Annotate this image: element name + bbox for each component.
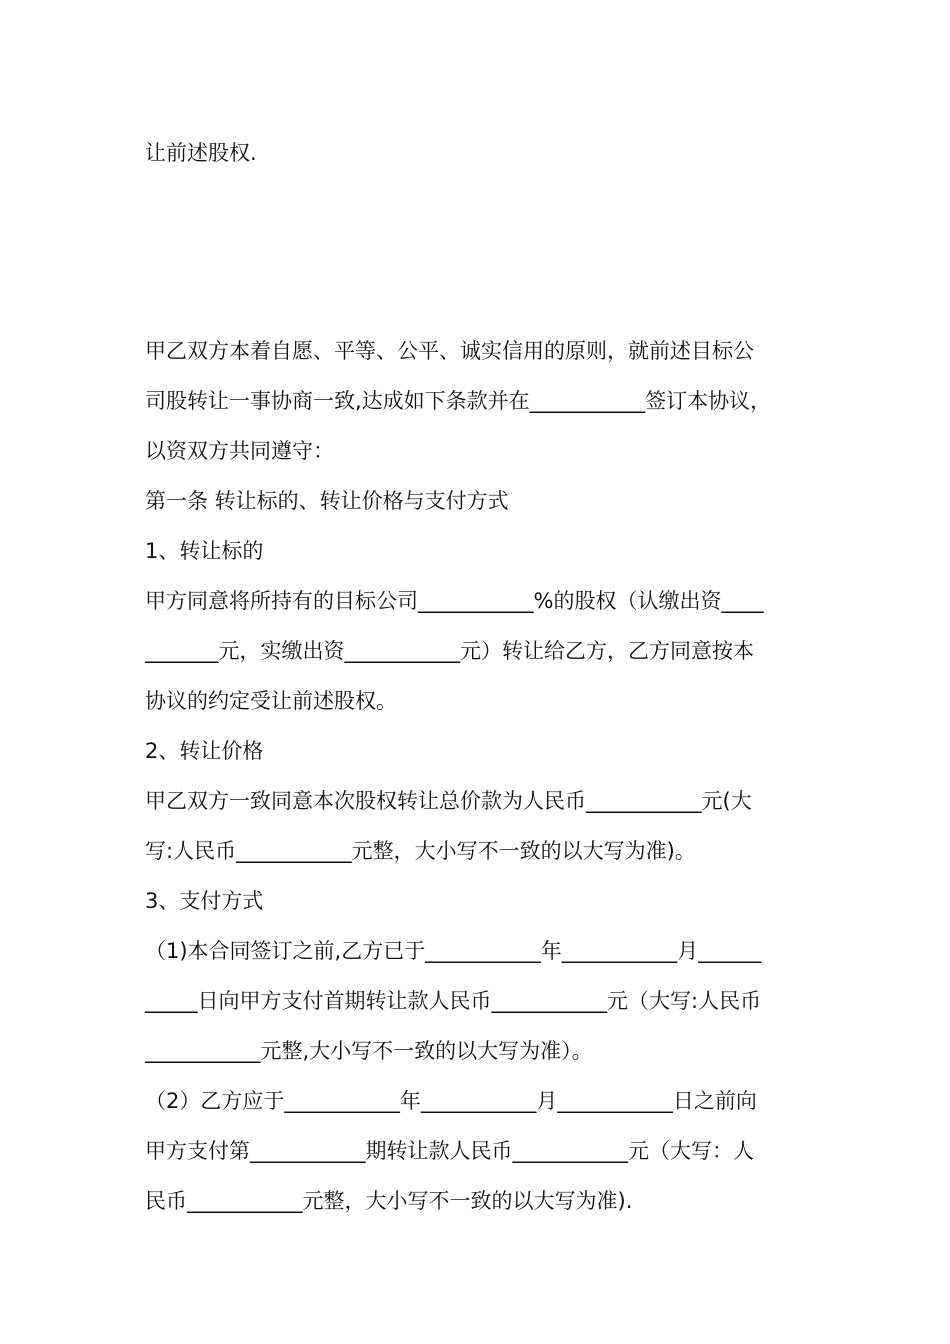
text-line: 民币___________元整，大小写不一致的以大写为准). <box>145 1189 633 1213</box>
text-line: _______元，实缴出资___________元）转让给乙方，乙方同意按本 <box>145 639 754 663</box>
text-line: _____日向甲方支付首期转让款人民币___________元（大写:人民币 <box>145 989 762 1013</box>
text-line: 协议的约定受让前述股权。 <box>145 689 397 713</box>
text-line: ___________元整,大小写不一致的以大写为准）。 <box>145 1039 593 1063</box>
text-line: 写:人民币___________元整，大小写不一致的以大写为准)。 <box>145 839 696 863</box>
subsection-heading: 2、转让价格 <box>145 739 264 763</box>
text-line: （2）乙方应于___________年___________月___________日之前向 <box>145 1089 757 1113</box>
section-heading: 第一条 转让标的、转让价格与支付方式 <box>145 489 509 513</box>
text-line: 甲方支付第___________期转让款人民币___________元（大写：人 <box>145 1139 754 1163</box>
text-line: 让前述股权. <box>145 141 257 165</box>
text-line: 甲方同意将所持有的目标公司___________%的股权（认缴出资____ <box>145 589 764 613</box>
text-line: 甲乙双方一致同意本次股权转让总价款为人民币___________元(大 <box>145 789 752 813</box>
text-line: （1)本合同签订之前,乙方已于___________年___________月______ <box>145 939 762 963</box>
text-line: 司股转让一事协商一致,达成如下条款并在___________签订本协议， <box>145 389 772 413</box>
text-line: 以资双方共同遵守： <box>145 439 334 463</box>
subsection-heading: 1、转让标的 <box>145 539 264 563</box>
text-line: 甲乙双方本着自愿、平等、公平、诚实信用的原则，就前述目标公 <box>145 339 754 363</box>
subsection-heading: 3、支付方式 <box>145 889 264 913</box>
